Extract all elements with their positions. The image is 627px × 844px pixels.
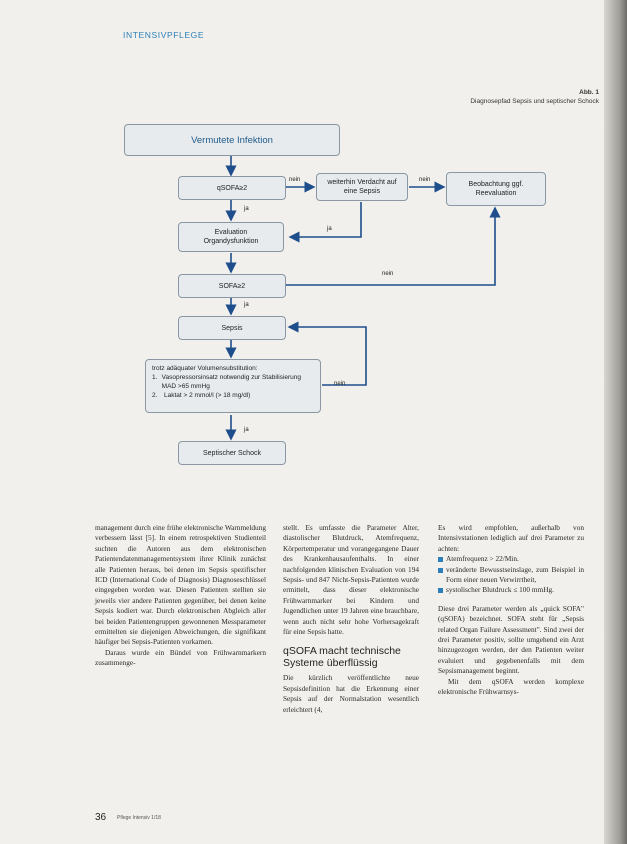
page-number: 36	[95, 812, 107, 823]
text-column-2	[283, 523, 419, 715]
col3-paragraph-3: Mit dem qSOFA werden komplexe elektronische Frühwarnsys-	[438, 676, 584, 697]
text-column-3	[438, 523, 584, 698]
label-nein-criteria: nein	[334, 381, 346, 387]
box-evaluation: Evaluation Organdysfunktion	[178, 222, 284, 252]
criteria-item-2	[152, 391, 314, 400]
criteria-text-2: Laktat > 2 mmol/l (> 18 mg/dl)	[164, 392, 251, 399]
box-suspicion: weiterhin Verdacht auf eine Sepsis	[316, 173, 408, 201]
label-ja-criteria: ja	[244, 427, 249, 433]
box-septic-shock: Septischer Schock	[178, 441, 286, 465]
box-suspected-infection: Vermutete Infektion	[124, 124, 340, 156]
criteria-num-1: 1.	[152, 374, 158, 381]
label-nein-sofa: nein	[382, 271, 394, 277]
col3-paragraph: Es wird empfohlen, außerhalb von Intensivstationen lediglich auf drei Parameter zu achten:	[438, 523, 584, 553]
criteria-item-1	[152, 373, 314, 391]
criteria-intro: trotz adäquater Volumensubstitution:	[152, 365, 258, 372]
list-item: veränderte Bewusstseinslage, zum Beispiel in Form einer neuen Verwirrtheit,	[438, 565, 584, 586]
section-header: INTENSIVPFLEGE	[123, 30, 205, 40]
box-sepsis: Sepsis	[178, 316, 286, 340]
journal-name: Pflege Intensiv 1/18	[117, 815, 161, 821]
parameter-list	[438, 554, 584, 596]
list-item: Atemfrequenz > 22/Min.	[438, 554, 584, 564]
col2-paragraph: stellt. Es umfasste die Parameter Alter, diastolischer Blutdruck, Atemfrequenz, Körpertemperatur und vorangegangene Dauer des Krankenhausaufenthalts. In einer nachfolgenden klinischen Evaluation von 194 Sepsis- und 847 Nicht-Sepsis-Patienten wurde ermittelt, dass dieser elektronische Frühwarnmarker bei Kindern und Jugendlichen unter 19 Jahren eine brauchbare, wenn auch nicht sehr hohe Vorhersagekraft für eine Sepsis hatte.	[283, 523, 419, 637]
text-column-1	[95, 523, 266, 669]
box-sofa: SOFA≥2	[178, 274, 286, 298]
box-qsofa: qSOFA≥2	[178, 176, 286, 200]
box-observation: Beobachtung ggf. Reevaluation	[446, 172, 546, 206]
col2-paragraph-2: Die kürzlich veröffentlichte neue Sepsisdefinition hat die Erkennung einer Sepsis auf der Normalstation wesentlich erleichtert (4,	[283, 673, 419, 714]
label-nein-qsofa: nein	[289, 177, 301, 183]
col3-paragraph-2: Diese drei Parameter werden als „quick SOFA" (qSOFA) bezeichnet. SOFA steht für „Sepsis related Organ Failure Assessment". Sind zwei der drei Parameter positiv, sollte umgehend ein Arzt hinzugezogen werden, der den Patienten weiter evaluiert und gegebenenfalls mit dem Sepsismanagement beginnt.	[438, 603, 584, 676]
box-criteria	[145, 359, 321, 413]
figure-title: Diagnosepfad Sepsis und septischer Schock	[470, 98, 599, 105]
figure-number: Abb. 1	[579, 89, 599, 96]
label-ja-qsofa: ja	[244, 206, 249, 212]
col1-paragraph-2: Daraus wurde ein Bündel von Frühwarnmarkern zusammenge-	[95, 647, 266, 668]
criteria-text-1: Vasopressorsinsatz notwendig zur Stabilisierung MAD >65 mmHg	[161, 374, 301, 390]
label-nein-verdacht: nein	[419, 177, 431, 183]
label-ja-sofa: ja	[244, 302, 249, 308]
arrow-verdacht-eval	[290, 202, 361, 237]
list-item: systolischer Blutdruck ≤ 100 mmHg.	[438, 585, 584, 595]
label-ja-verdacht: ja	[327, 226, 332, 232]
criteria-num-2: 2.	[152, 392, 158, 399]
subheading: qSOFA macht technische Systeme überflüssig	[283, 645, 401, 670]
col1-paragraph: management durch eine frühe elektronische Warnmeldung verbessern lässt [5]. In einem retrospektiven Studienteil suchten die Autoren aus dem elektronischen Patientendatenmanagementsystem ihrer Klinik zunächst alle Patienten heraus, bei denen im Sepsis spezifischer ICD (International Code of Diagnosis) Diagnoseschlüssel eingegeben worden war. Diesen Patienten stellten sie jeweils vier andere Patienten gegenüber, bei denen keine Sepsis kodiert war. Durch elektronischen Abgleich aller bei beiden Patientengruppen gewonnenen Messparameter ermittelten sie diejenigen Abweichungen, die signifikant häufiger bei Sepsis-Patienten vorkamen.	[95, 523, 266, 647]
